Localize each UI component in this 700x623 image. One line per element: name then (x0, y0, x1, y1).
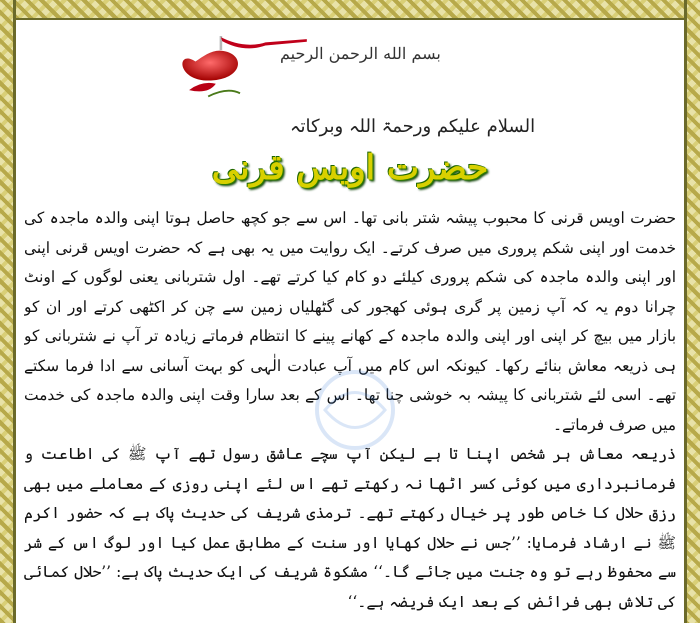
right-ornamental-border (684, 0, 700, 623)
bismillah-calligraphy: بسم الله الرحمن الرحیم (280, 44, 441, 63)
paragraph-2: ذریعہ معاش ہر شخص اپنا تا ہے لیکن آپ سچے عاشق رسول تھے آپ ﷺ کی اطاعت و فرمانبرداری میں کوئی کسر اٹھا نہ رکھتے تھے اس لئے اپنی روزی کے معاملے میں بھی رزق حلال کا خاص طور پر خیال رکھتے تھے۔ ترمذی شریف کی حدیث پاک ہے کہ حضور اکرم ﷺ نے ارشاد فرمایا: ’’جس نے حلال کھایا اور سنت کے مطابق عمل کیا اور لوگ اس کے شر سے محفوظ رہے تو وہ جنت میں جائے گا۔‘‘ مشکوۃ شریف کی ایک حدیث پاک ہے: ’’حلال کمائی کی تلاش بھی فرائض کے بعد ایک فریضہ ہے۔‘‘ (24, 445, 676, 611)
left-ornamental-border (0, 0, 16, 623)
watermark-logo (300, 365, 410, 455)
header-illustration (110, 36, 580, 146)
paragraph-1: حضرت اویس قرنی کا محبوب پیشہ شتر بانی تھا۔ اس سے جو کچھ حاصل ہوتا اپنی والدہ ماجدہ کی خدمت اور اپنی شکم پروری میں صرف کرتے۔ ایک روایت میں یہ بھی ہے کہ حضرت اویس قرنی اپنی اور اپنی والدہ ماجدہ کی شکم پروری کیلئے دو کام کیا کرتے تھے۔ اول شتربانی یعنی لوگوں کے اونٹ چرانا دوم یہ کہ آپ زمین پر گری ہوئی کھجور کی گٹھلیاں زمین سے چن کر اکٹھی کرتے اور ان کو بازار میں بیچ کر اپنی اور اپنی والدہ ماجدہ کے کھانے پینے کا انتظام فرماتے زیادہ تر آپ نے شتربانی کو ہی ذریعہ معاش بنائے رکھا۔ کیونکہ اس کام میں آپ عبادت الٰہی کو بہت آسانی سے ادا فرما سکتے تھے۔ اسی لئے شتربانی کا پیشہ بہ خوشی چنا تھا۔ اس کے بعد سارا وقت اپنی والدہ ماجدہ کی خدمت میں صرف فرماتے۔ (24, 209, 676, 434)
top-ornamental-border (16, 0, 684, 20)
salam-greeting: السلام علیکم ورحمۃ اللہ وبرکاتہ (290, 116, 536, 137)
article-title: حضرت اویس قرنی (211, 148, 489, 188)
